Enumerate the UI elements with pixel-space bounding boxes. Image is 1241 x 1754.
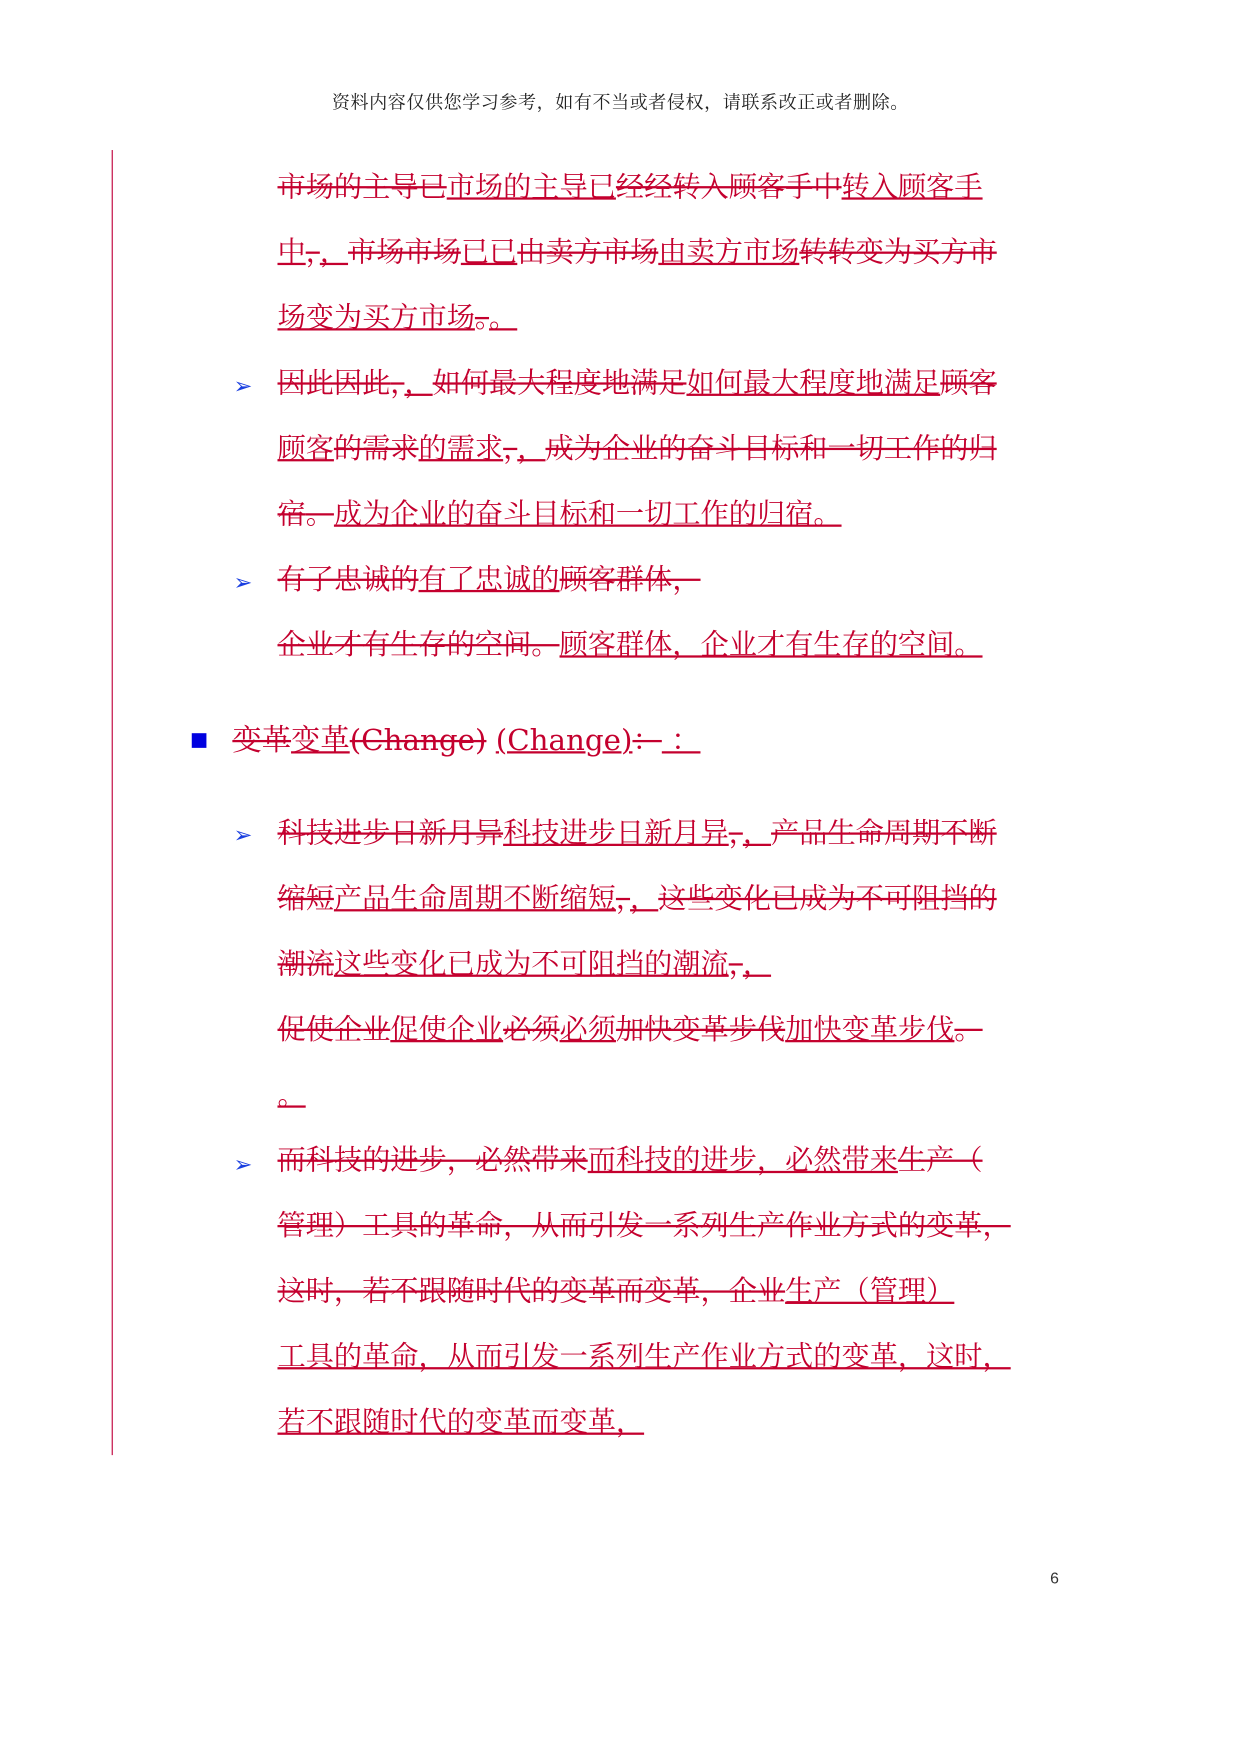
deleted-text: ， [615,882,631,915]
deleted-text: 生产（ [897,1143,983,1177]
deleted-text: 转入顾客手中 [672,170,842,204]
body-line [277,1012,982,1048]
inserted-text: ， [404,366,433,400]
inserted-text: 变革 [291,724,350,759]
inserted-text: 科技进步日新月异 [503,816,729,850]
inserted-text: 有了忠诚的 [418,562,560,596]
section-heading-change [232,722,700,760]
inserted-text: 场变为买方市场 [277,301,475,334]
inserted-text: 。 [277,1078,306,1112]
body-line [277,235,996,271]
deleted-text: 如何最大程度地满足 [432,366,687,400]
arrow-bullet-icon: ➢ [233,568,253,596]
body-line [277,946,771,982]
page-number: 6 [1050,1569,1059,1588]
inserted-text: 这些变化已成为不可阻挡的潮流 [333,947,729,981]
deleted-text: 顾客群体， [559,562,701,596]
deleted-text: 有了忠诚的 [277,562,419,596]
inserted-text: 工具的革命，从而引发一系列生产作业方式的变革，这时， [277,1340,1011,1373]
body-line [277,627,982,663]
body-line [277,300,517,336]
inserted-text: ， [742,947,772,981]
deleted-text: 转转变为买方市 [799,235,997,269]
body-line [277,1404,644,1440]
arrow-bullet-icon: ➢ [233,372,253,400]
inserted-text: 已已 [460,235,518,269]
inserted-text: 中 [277,235,306,269]
deleted-text: ， [390,366,405,400]
inserted-text: 成为企业的奋斗目标和一切工作的归宿。 [333,497,842,531]
deleted-text: 。 [305,497,334,531]
deleted-text: 经经 [615,170,673,204]
deleted-text: 管理）工具的革命，从而引发一系列生产作业方式的变革， [277,1209,1011,1242]
body-line [277,496,841,532]
body-line [277,1143,982,1179]
body-line [277,562,700,598]
revision-change-bar [112,150,113,1455]
deleted-text: 科技进步日新月异 [277,816,504,850]
inserted-text: 由卖方市场 [658,235,800,269]
inserted-text: ， [742,816,772,850]
arrow-bullet-icon: ➢ [233,821,253,849]
inserted-text: (Change) [495,724,633,759]
body-line [277,1339,1010,1375]
deleted-text: ， [728,816,743,850]
inserted-text: 。 [489,301,518,334]
deleted-text: 这时，若不跟随时代的变革而变革，企业 [277,1274,786,1308]
deleted-text: 促使企业 [277,1012,391,1046]
body-line [277,1208,1010,1244]
deleted-text: 。 [954,1012,983,1046]
deleted-text: 宿 [277,497,306,531]
deleted-text: ， [503,432,518,465]
inserted-text: 必须 [559,1012,616,1046]
body-line [277,816,996,852]
deleted-text: 潮流 [277,947,334,981]
disclaimer-header: 资料内容仅供您学习参考，如有不当或者侵权，请联系改正或者删除。 [331,91,909,113]
body-line [277,1077,305,1113]
inserted-text: 市场的主导已 [446,170,616,204]
inserted-text: ， [319,235,349,269]
arrow-bullet-icon: ➢ [233,1150,253,1178]
inserted-text: 顾客 [277,432,334,465]
deleted-text: 变革 [232,724,292,759]
inserted-text: 如何最大程度地满足 [686,366,941,400]
deleted-text: 成为企业的奋斗目标和一切工作的归 [545,432,997,465]
square-bullet-icon [192,733,207,748]
deleted-text: 缩短 [277,882,334,915]
inserted-text: ： [661,724,701,759]
deleted-text: 市场的主导已 [277,170,447,204]
deleted-text: (Change) [349,724,487,759]
inserted-text: 的需求 [418,432,504,465]
body-line [277,365,996,401]
deleted-text: ， [728,947,743,981]
deleted-text: 因此因此 [277,366,391,400]
deleted-text: 由卖方市场 [517,235,659,269]
deleted-text: 必须 [503,1012,560,1046]
inserted-text: 顾客群体，企业才有生存的空间。 [559,628,983,662]
inserted-text: ， [517,432,546,465]
deleted-text: 企业才有生存的空间。 [277,628,560,662]
deleted-text: 而科技的进步，必然带来 [277,1143,588,1177]
body-line [277,169,982,205]
deleted-text: 。 [474,301,490,334]
inserted-text: 而科技的进步，必然带来 [587,1143,898,1177]
inserted-text: 若不跟随时代的变革而变革， [277,1405,645,1439]
inserted-text: 产品生命周期不断缩短 [333,882,616,915]
deleted-text: 产品生命周期不断 [771,816,997,850]
inserted-text: 加快变革步伐 [785,1012,955,1046]
text-span [486,724,495,758]
deleted-text: 这些变化已成为不可阻挡的 [658,882,997,915]
deleted-text: 加快变革步伐 [615,1012,786,1046]
deleted-text: ： [632,724,662,759]
deleted-text: ， [305,235,320,269]
inserted-text: ， [630,882,659,915]
body-line [277,431,996,467]
inserted-text: 生产（管理） [785,1274,955,1308]
deleted-text: 的需求 [333,432,419,465]
body-line [277,1274,954,1310]
inserted-text: 转入顾客手 [841,170,983,204]
inserted-text: 促使企业 [390,1012,504,1046]
body-line [277,881,996,917]
deleted-text: 顾客 [940,366,997,400]
deleted-text: 市场市场 [348,235,461,269]
